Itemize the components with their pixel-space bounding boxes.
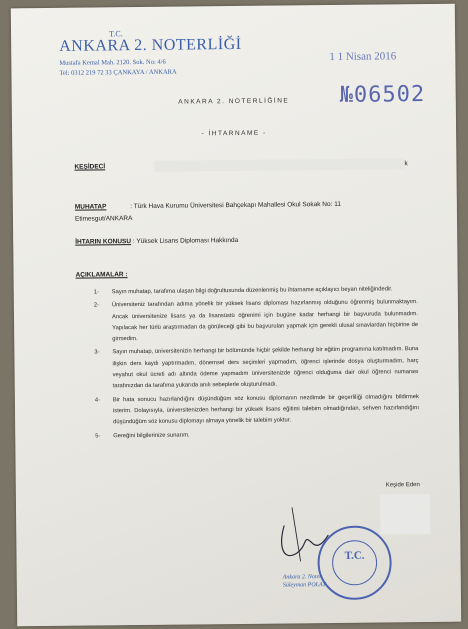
date-stamp: 1 1 Nisan 2016: [329, 50, 397, 64]
field-kesideci-tail: k: [404, 160, 408, 168]
field-muhatap-value: : Türk Hava Kurumu Üniversitesi Bahçekapı Mahallesi Okul Sokak No: 11: [130, 200, 341, 211]
document-office: ANKARA 2. NOTERLİĞİNE: [178, 97, 290, 106]
letterhead-seal-top: T.C.: [109, 29, 123, 39]
number-stamp: №06502: [339, 82, 426, 108]
seal-and-signature: [11, 4, 461, 627]
letterhead-phone: Tel: 0312 219 72 33 ÇANKAYA / ANKARA: [59, 68, 177, 77]
field-muhatap-label: MUHATAP: [74, 203, 107, 211]
field-muhatap-value-2: Etimesgut/ANKARA: [74, 215, 133, 223]
list-item: 2- Üniversiteniz tarafından adıma yönelik bir yüksek lisans diploması hazırlanmış olduğunu öğrenmiş bulunmaktayım. Ancak üniversitenize lisans ya da lisansüstü öğrenimi için bugüne kadar herhangi bir başvuruda bulunmadım. Yapılacak her türlü araştırmadan da görüleceği gibi bu başvuruları yapmak için gerekli ulusal sınavlardan hiçbirine de girmedim.: [93, 299, 419, 343]
aciklamalar-heading: AÇIKLAMALAR :: [75, 271, 128, 279]
notary-seal-outer: [318, 526, 391, 599]
list-item: 1- Sayın muhatap, tarafıma ulaşan bilgi doğrultusunda düzenlenmiş bu ihtarname açıklayıcı beyan niteliğindedir.: [93, 286, 393, 296]
field-konu-label: İHTARIN KONUSU: [75, 238, 132, 246]
field-kesideci-label: KEŞİDECİ: [74, 163, 106, 171]
letterhead-notary-name: ANKARA 2. NOTERLİĞİ: [59, 35, 242, 55]
seal-caption: [283, 573, 326, 589]
list-item: 3- Sayın muhatap, üniversitenizin herhangi bir bölümünde hiçbir şekilde herhangi bir eğitim programına katılmadım. Buna ilişkin ders kaydı yaptırmadım, dönemsel ders seçimleri yapmadım, öğrenci işlerinde dosya oluşturmadım, harç veyahut okul ücreti adı altında ödeme yapmadım üniversitenizde öğrenci olduğuma dair okul öğrenci numarası tarafınızdan da tarafıma yukarıda anılı sebeplerle oluşturulmadı.: [94, 346, 419, 390]
seal-caption-line2: Süleyman POLAT: [282, 582, 326, 589]
document-title: - İHTARNAME -: [201, 129, 267, 138]
seal-caption-line1: Ankara 2. Noter: [282, 574, 322, 581]
list-item: 5- Gereğini bilgilerinize sunarım.: [95, 432, 190, 440]
list-item: 4- Bir hata sonucu hazırlandığını düşündüğüm söz konusu diplomanın nezdimde bir geçerliliği olmadığını bildirmek isterim. Dolayısıyla, üniversitenizden herhangi bir yüksek lisans eğitimi talebim olmadığından, sehven hazırlandığını düşündüğüm söz konusu diplomayı almaya yönelik bir talebim yoktur.: [94, 393, 420, 426]
seal-center-text: T.C.: [344, 549, 365, 562]
ihtarname-document: [11, 4, 461, 627]
field-konu-value: : Yüksek Lisans Diploması Hakkında: [132, 236, 239, 246]
signature-label: Keşide Eden: [385, 482, 420, 489]
letterhead-address: Mustafa Kemal Mah. 2120. Sok. No: 4/6: [59, 58, 166, 67]
notary-seal-inner: [332, 541, 376, 585]
